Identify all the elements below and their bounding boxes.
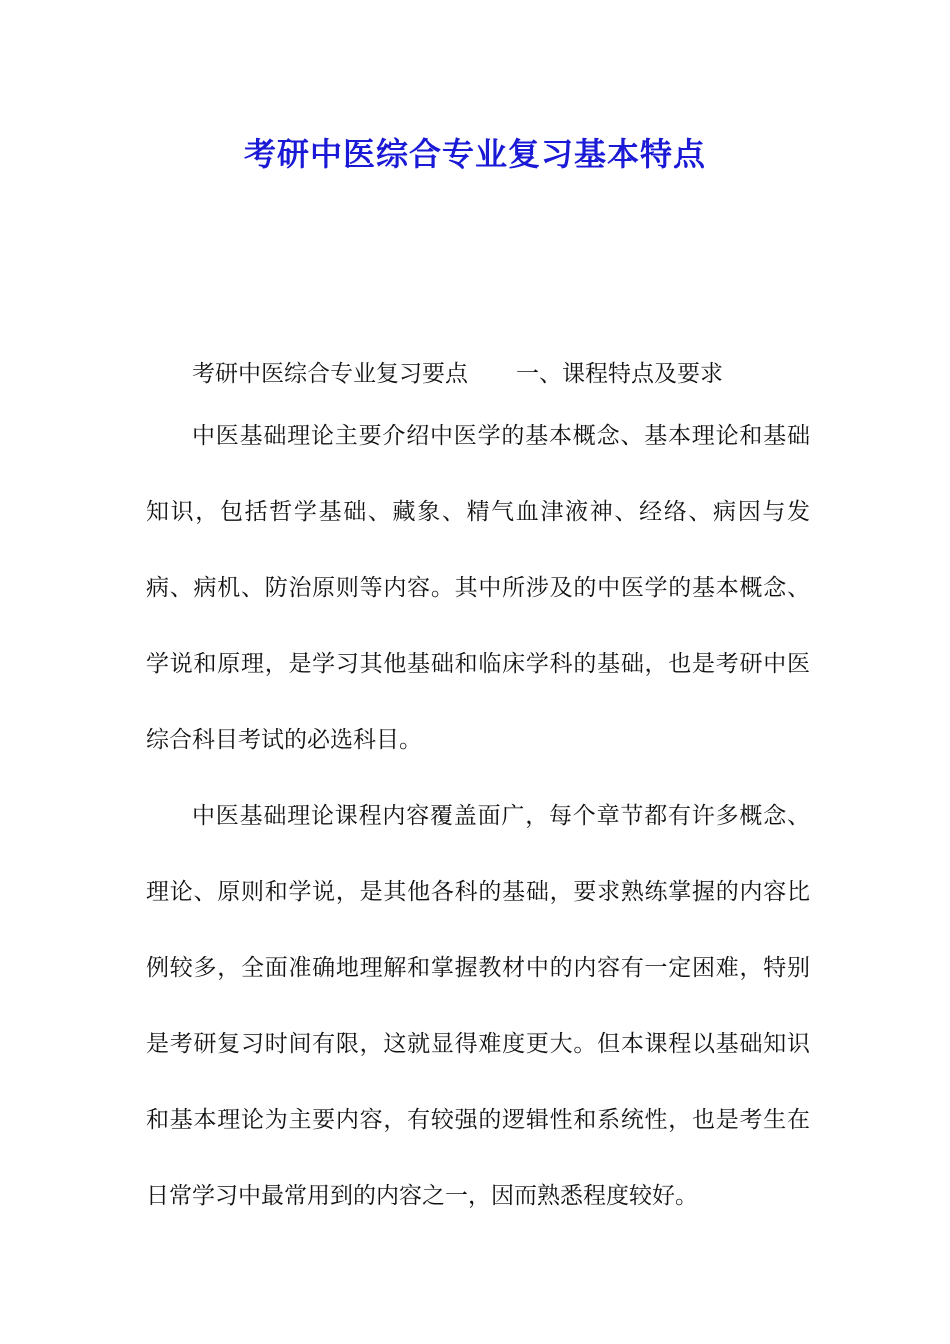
section-intro: 考研中医综合专业复习要点 [192, 361, 468, 387]
section-heading: 一、课程特点及要求 [516, 361, 723, 387]
document-title: 考研中医综合专业复习基本特点 [243, 135, 706, 173]
body-paragraph-2: 中医基础理论课程内容覆盖面广，每个章节都有许多概念、理论、原则和学说，是其他各科的基础，要求熟练掌握的内容比例较多，全面准确地理解和掌握教材中的内容有一定困难，特别是考研复习时间有限，这就显得难度更大。但本课程以基础知识和基本理论为主要内容，有较强的逻辑性和系统性，也是考生在日常学习中最常用到的内容之一，因而熟悉程度较好。 [146, 803, 810, 1209]
body-paragraph-1: 中医基础理论主要介绍中医学的基本概念、基本理论和基础知识，包括哲学基础、藏象、精气血津液神、经络、病因与发病、病机、防治原则等内容。其中所涉及的中医学的基本概念、学说和原理，是学习其他基础和临床学科的基础，也是考研中医综合科目考试的必选科目。 [146, 423, 810, 753]
body-paragraph-1-container [146, 398, 810, 778]
body-paragraph-2-container [146, 778, 810, 1234]
